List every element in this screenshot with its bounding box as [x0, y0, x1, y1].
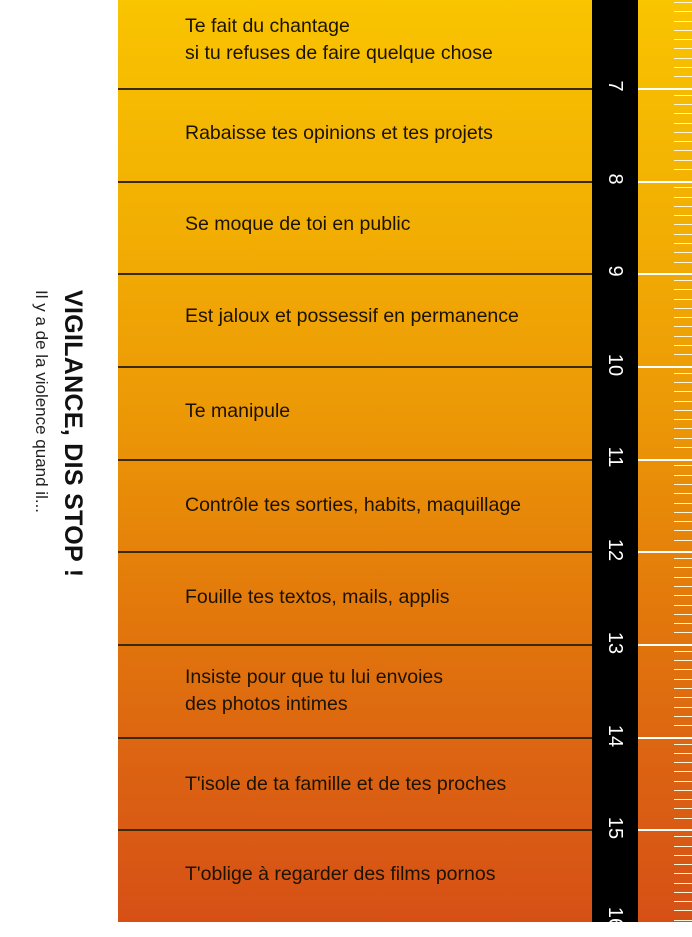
ruler-major-tick: [638, 181, 692, 183]
ruler-number: 8: [604, 173, 626, 185]
ruler-number: 10: [604, 353, 626, 377]
ruler-tick: [674, 197, 692, 198]
ruler-tick: [674, 558, 692, 559]
ruler-tick: [674, 910, 692, 911]
ruler-tick: [674, 289, 692, 290]
ruler-tick: [674, 317, 692, 318]
ruler-tick: [674, 21, 692, 22]
ruler-tick: [674, 123, 692, 124]
row-divider: [118, 88, 592, 90]
row-divider: [118, 644, 592, 646]
ruler-tick: [674, 39, 692, 40]
ruler-tick: [674, 725, 692, 726]
ruler-tick: [674, 465, 692, 466]
ruler-major-tick: [638, 551, 692, 553]
ruler-tick: [674, 632, 692, 633]
ruler-tick: [674, 707, 692, 708]
ruler-strip: [592, 0, 638, 930]
ruler-tick: [674, 141, 692, 142]
row-divider: [118, 737, 592, 739]
ruler-tick: [674, 336, 692, 337]
scale-item-blackmail: Te fait du chantage si tu refuses de faire quelque chose: [185, 15, 493, 64]
scale-item-belittles: Rabaisse tes opinions et tes projets: [185, 122, 493, 144]
ruler-tick: [674, 716, 692, 717]
scale-item-controls: Contrôle tes sorties, habits, maquillage: [185, 494, 522, 516]
ruler-number: 12: [604, 538, 626, 562]
ruler-tick: [674, 920, 692, 921]
ruler-tick: [674, 762, 692, 763]
ruler-major-tick: [638, 88, 692, 90]
ruler-tick: [674, 345, 692, 346]
ruler-tick: [674, 113, 692, 114]
ruler-tick: [674, 836, 692, 837]
ruler-tick: [674, 521, 692, 522]
ruler-tick: [674, 187, 692, 188]
ruler-tick: [674, 679, 692, 680]
scale-item-porn: T'oblige à regarder des films pornos: [185, 863, 496, 885]
sidebar-vertical-text: [30, 290, 118, 577]
ruler-tick: [674, 428, 692, 429]
scale-item-searches-phone: Fouille tes textos, mails, applis: [185, 586, 450, 608]
ruler-tick: [674, 438, 692, 439]
violence-scale: [118, 0, 592, 922]
ruler-tick: [674, 892, 692, 893]
row-divider: [118, 551, 592, 553]
ruler-tick: [674, 846, 692, 847]
ruler-tick: [674, 58, 692, 59]
page-title: VIGILANCE, DIS STOP !: [59, 290, 87, 578]
ruler-tick: [674, 150, 692, 151]
ruler-tick: [674, 160, 692, 161]
scale-item-manipulates: Te manipule: [185, 400, 291, 422]
ruler-tick: [674, 540, 692, 541]
ruler-tick: [674, 308, 692, 309]
ruler-tick: [674, 354, 692, 355]
row-divider: [118, 181, 592, 183]
ruler-tick: [674, 873, 692, 874]
ruler-tick: [674, 790, 692, 791]
ruler-tick: [674, 48, 692, 49]
ruler-tick: [674, 280, 692, 281]
ruler-tick: [674, 818, 692, 819]
ruler-tick: [674, 76, 692, 77]
ruler-major-tick: [638, 459, 692, 461]
ruler-tick: [674, 132, 692, 133]
ruler-tick: [674, 669, 692, 670]
ruler-tick: [674, 493, 692, 494]
ruler-tick: [674, 586, 692, 587]
ruler-tick: [674, 67, 692, 68]
ruler-tick: [674, 697, 692, 698]
ruler-tick: [674, 605, 692, 606]
row-divider: [118, 273, 592, 275]
ruler-tick: [674, 224, 692, 225]
ruler-tick: [674, 808, 692, 809]
ruler-tick: [674, 2, 692, 3]
ruler-tick: [674, 11, 692, 12]
ruler-number: 14: [604, 724, 626, 748]
ruler-tick: [674, 901, 692, 902]
ruler-tick: [674, 744, 692, 745]
ruler-tick: [674, 530, 692, 531]
ruler-tick: [674, 299, 692, 300]
ruler-tick: [674, 169, 692, 170]
scale-item-jealous: Est jaloux et possessif en permanence: [185, 305, 519, 327]
ruler-tick: [674, 215, 692, 216]
ruler-tick: [674, 883, 692, 884]
scale-item-isolates: T'isole de ta famille et de tes proches: [185, 773, 507, 795]
row-divider: [118, 459, 592, 461]
ruler-tick: [674, 104, 692, 105]
ruler-tick: [674, 660, 692, 661]
ruler-tick: [674, 30, 692, 31]
ruler-tick: [674, 595, 692, 596]
ruler-tick: [674, 243, 692, 244]
scale-item-intimate-photos: Insiste pour que tu lui envoies des photos intimes: [185, 666, 443, 715]
row-divider: [118, 366, 592, 368]
ruler-tick: [674, 567, 692, 568]
ruler-tick: [674, 410, 692, 411]
ruler-tick: [674, 512, 692, 513]
sidebar: [0, 0, 118, 922]
ruler-tick: [674, 651, 692, 652]
ruler-tick: [674, 234, 692, 235]
ruler-tick: [674, 864, 692, 865]
scale-item-mocks: Se moque de toi en public: [185, 213, 411, 235]
ruler-tick: [674, 577, 692, 578]
ruler-tick: [674, 382, 692, 383]
ruler-ticks: [638, 0, 692, 922]
ruler-major-tick: [638, 829, 692, 831]
ruler-tick: [674, 781, 692, 782]
ruler-tick: [674, 855, 692, 856]
page-subtitle: Il y a de la violence quand il...: [32, 290, 51, 514]
ruler-tick: [674, 262, 692, 263]
ruler-tick: [674, 688, 692, 689]
ruler-tick: [674, 95, 692, 96]
ruler-number: 9: [604, 265, 626, 277]
ruler-major-tick: [638, 273, 692, 275]
ruler-tick: [674, 623, 692, 624]
ruler-tick: [674, 391, 692, 392]
ruler-tick: [674, 475, 692, 476]
ruler-tick: [674, 614, 692, 615]
ruler-tick: [674, 373, 692, 374]
ruler-tick: [674, 799, 692, 800]
ruler-tick: [674, 447, 692, 448]
ruler-tick: [674, 503, 692, 504]
ruler-number: 7: [604, 80, 626, 92]
ruler-tick: [674, 326, 692, 327]
ruler-major-tick: [638, 366, 692, 368]
ruler-tick: [674, 484, 692, 485]
ruler-number: 11: [604, 446, 626, 468]
ruler-tick: [674, 753, 692, 754]
ruler-tick: [674, 401, 692, 402]
ruler-number: 16: [604, 906, 626, 930]
ruler-tick: [674, 771, 692, 772]
ruler-tick: [674, 252, 692, 253]
ruler-tick: [674, 419, 692, 420]
ruler-tick: [674, 206, 692, 207]
ruler-number: 15: [604, 816, 626, 840]
ruler-number: 13: [604, 631, 626, 655]
row-divider: [118, 829, 592, 831]
ruler-major-tick: [638, 644, 692, 646]
ruler-major-tick: [638, 737, 692, 739]
